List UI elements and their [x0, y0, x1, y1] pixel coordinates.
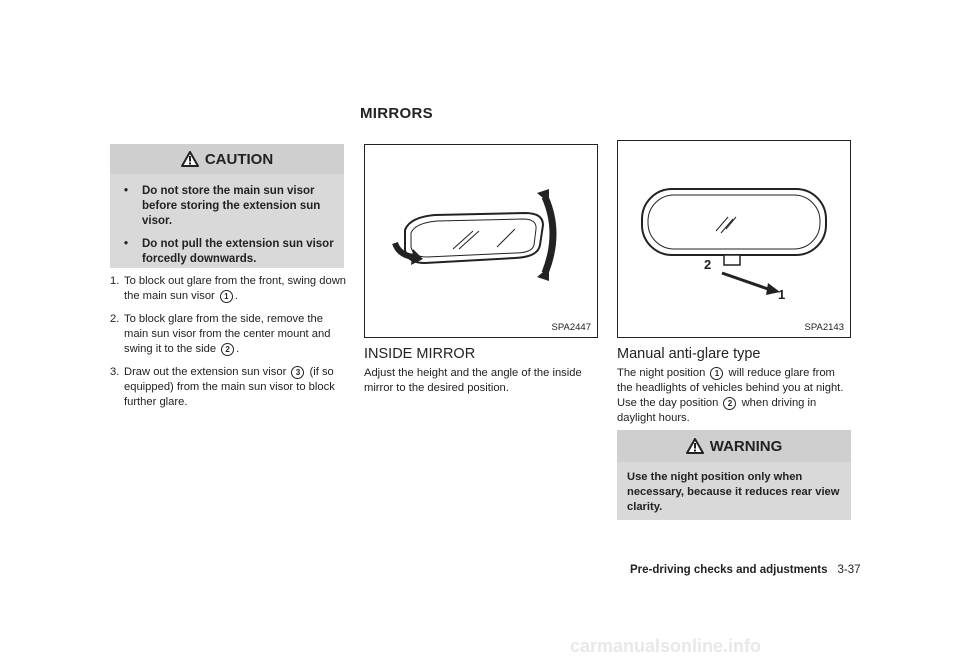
step-text-end: . [234, 290, 239, 302]
caution-list [120, 184, 338, 275]
figure-code: SPA2143 [804, 322, 844, 333]
figure-label-1: 1 [778, 287, 786, 302]
caution-box [110, 144, 344, 268]
inside-mirror-heading: INSIDE MIRROR [364, 346, 476, 362]
warning-triangle-icon [686, 438, 704, 454]
paragraph-text: when driving in daylight hours. [617, 397, 817, 424]
step-item [110, 312, 346, 357]
mirror-adjust-illustration [365, 145, 597, 337]
paragraph-text: will reduce glare from the headlights of vehicles behind you at night. [617, 367, 844, 394]
caution-item-text: Do not store the main sun visor before storing the extension sun visor. [142, 185, 321, 227]
page-number: 3-37 [837, 564, 861, 576]
step-text: To block out glare from the front, swing down the main sun visor [124, 275, 346, 302]
bullet: • [124, 185, 129, 197]
step-text: Draw out the extension sun visor [124, 366, 287, 378]
caution-header [110, 144, 344, 174]
anti-glare-heading: Manual anti-glare type [617, 346, 761, 362]
figure-label-2: 2 [704, 257, 712, 272]
paragraph-text: Use the day position [617, 397, 719, 409]
warning-title: WARNING [709, 437, 783, 455]
figure-anti-glare-mirror [617, 140, 851, 338]
step-text-end: . [236, 343, 240, 355]
step-item [110, 365, 346, 410]
anti-glare-paragraph-1 [617, 366, 853, 396]
step-number: 3. [110, 366, 120, 378]
section-title: MIRRORS [360, 105, 433, 122]
caution-item-text: Do not pull the extension sun visor forcedly downwards. [142, 238, 334, 265]
step-number: 1. [110, 275, 120, 287]
watermark: carmanualsonline.info [570, 636, 762, 656]
bullet: • [124, 238, 129, 250]
page-footer [630, 564, 861, 576]
circled-number: 1 [220, 290, 233, 303]
caution-title: CAUTION [204, 150, 274, 168]
warning-triangle-icon [181, 151, 199, 167]
instruction-steps [110, 274, 346, 418]
step-text: To block glare from the side, remove the main sun visor from the center mount and swing it to the side [124, 313, 331, 355]
circled-number: 2 [221, 343, 234, 356]
warning-header [617, 430, 851, 462]
caution-item [120, 237, 338, 267]
step-number: 2. [110, 313, 120, 325]
warning-text: Use the night position only when necessary, because it reduces rear view clarity. [627, 471, 840, 513]
anti-glare-paragraph-2 [617, 396, 853, 426]
inside-mirror-text: Adjust the height and the angle of the inside mirror to the desired position. [364, 367, 582, 394]
footer-section-label: Pre-driving checks and adjustments [630, 564, 828, 576]
paragraph-text: The night position [617, 367, 706, 379]
circled-number: 1 [710, 367, 723, 380]
caution-item [120, 184, 338, 229]
anti-glare-mirror-illustration [618, 141, 850, 337]
warning-box [617, 430, 851, 520]
figure-code: SPA2447 [551, 322, 591, 333]
step-item [110, 274, 346, 304]
figure-inside-mirror-adjust [364, 144, 598, 338]
step-text-end: (if so equipped) from the main sun visor to block further glare. [124, 366, 335, 408]
circled-number: 2 [723, 397, 736, 410]
circled-number: 3 [291, 366, 304, 379]
